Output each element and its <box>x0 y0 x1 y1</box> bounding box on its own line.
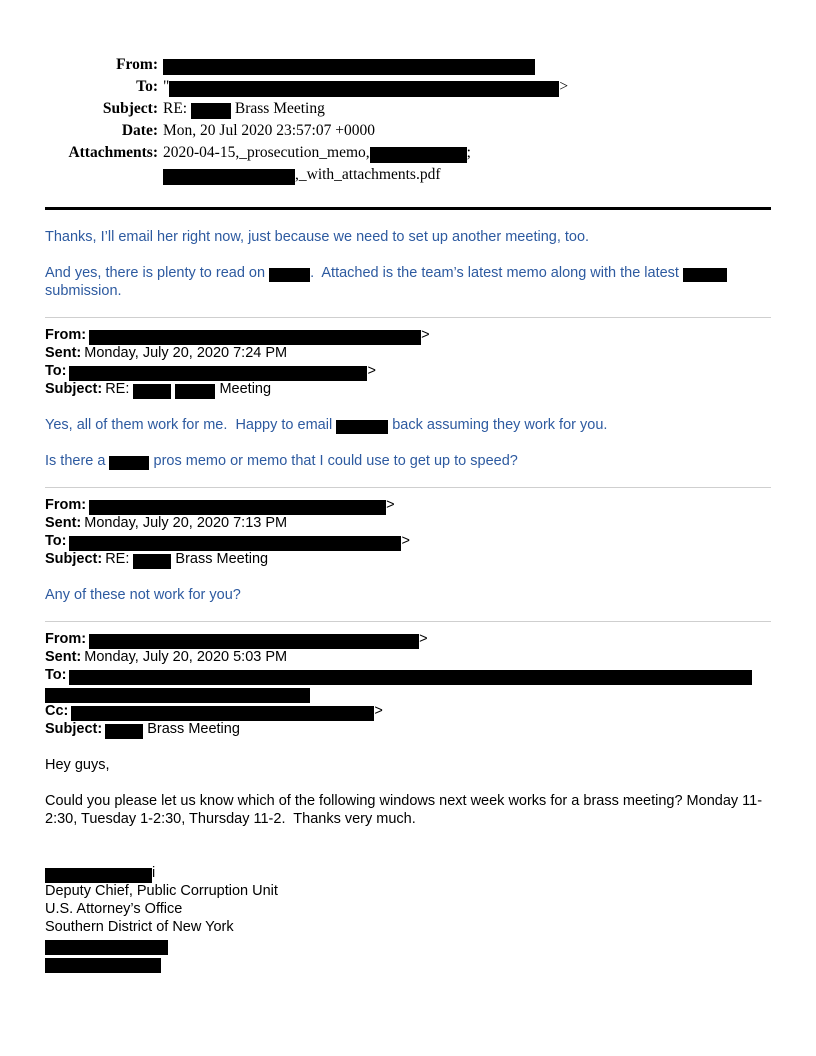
quoted-field-value <box>45 667 752 701</box>
header-field-value: " > <box>163 78 569 95</box>
redaction-bar <box>169 81 559 97</box>
redaction-bar <box>269 268 310 282</box>
header-field-attachments <box>45 142 771 186</box>
quote-divider <box>45 621 771 622</box>
quoted-field-label: To: <box>45 363 67 379</box>
header-field-subject <box>45 98 771 120</box>
quoted-field-label: To: <box>45 667 67 683</box>
quoted-field-label: From: <box>45 497 87 513</box>
redaction-bar <box>45 868 152 883</box>
quoted-field-to <box>45 532 771 550</box>
quoted-message-713pm <box>45 496 771 604</box>
header-field-date <box>45 120 771 142</box>
quoted-field-label: From: <box>45 327 87 343</box>
header-field-label: Attachments: <box>68 144 158 161</box>
quoted-field-sent <box>45 648 771 666</box>
quoted-field-value: > <box>89 327 429 343</box>
quoted-field-value: Monday, July 20, 2020 7:24 PM <box>84 345 288 361</box>
body-paragraph: And yes, there is plenty to read on . Attached is the team’s latest memo along with the latest submission. <box>45 265 732 299</box>
quote-divider <box>45 317 771 318</box>
signature-name: i <box>45 864 771 882</box>
quoted-field-value: RE: Meeting <box>105 381 272 397</box>
quoted-header <box>45 630 771 738</box>
quoted-field-label: Sent: <box>45 345 82 361</box>
redaction-bar <box>45 958 161 973</box>
quoted-field-sent <box>45 514 771 532</box>
body-paragraph: Is there a pros memo or memo that I could use to get up to speed? <box>45 453 518 469</box>
quoted-field-to <box>45 362 771 380</box>
quoted-field-label: Sent: <box>45 515 82 531</box>
header-field-label: Date: <box>121 122 158 139</box>
header-field-label: From: <box>116 56 158 73</box>
quoted-field-value: > <box>69 363 375 379</box>
redaction-bar <box>71 706 374 721</box>
quoted-field-sent <box>45 344 771 362</box>
header-field-value: Mon, 20 Jul 2020 23:57:07 +0000 <box>163 122 375 139</box>
redaction-bar <box>45 940 168 955</box>
signature-redacted-line <box>45 954 771 972</box>
header-field-from <box>45 54 771 76</box>
signature-district: Southern District of New York <box>45 919 234 935</box>
quoted-field-value: > <box>71 703 382 719</box>
header-divider-rule <box>45 207 771 210</box>
quoted-field-from <box>45 326 771 344</box>
redaction-bar <box>89 500 386 515</box>
quoted-field-label: Sent: <box>45 649 82 665</box>
quoted-field-subject <box>45 550 771 568</box>
quoted-field-cc <box>45 702 771 720</box>
redaction-bar <box>175 384 215 399</box>
redaction-bar <box>89 330 421 345</box>
quoted-field-from <box>45 496 771 514</box>
quoted-field-label: Subject: <box>45 381 103 397</box>
quoted-field-value: Monday, July 20, 2020 5:03 PM <box>84 649 288 665</box>
redaction-bar <box>163 59 535 75</box>
quoted-field-label: Subject: <box>45 551 103 567</box>
redaction-bar <box>133 384 171 399</box>
quoted-field-label: Subject: <box>45 721 103 737</box>
quoted-field-to <box>45 666 771 702</box>
quoted-field-value: > <box>89 631 427 647</box>
quoted-field-label: To: <box>45 533 67 549</box>
quoted-header <box>45 496 771 568</box>
quoted-message-503pm <box>45 630 771 972</box>
header-field-label: To: <box>136 78 158 95</box>
header-field-value <box>163 54 771 76</box>
body-paragraph: Yes, all of them work for me. Happy to email back assuming they work for you. <box>45 417 608 433</box>
redaction-bar <box>163 169 295 185</box>
redaction-bar <box>336 420 388 434</box>
quoted-field-subject <box>45 720 771 738</box>
header-field-label: Subject: <box>102 100 158 117</box>
body-paragraph: Thanks, I’ll email her right now, just because we need to set up another meeting, too. <box>45 229 590 245</box>
redaction-bar <box>109 456 149 470</box>
email-header <box>45 54 771 186</box>
redaction-bar <box>69 366 367 381</box>
redaction-bar <box>69 536 401 551</box>
quote-divider <box>45 487 771 488</box>
quoted-field-label: From: <box>45 631 87 647</box>
redaction-bar <box>683 268 727 282</box>
quoted-field-subject <box>45 380 771 398</box>
signature-block <box>45 864 771 972</box>
signature-office: U.S. Attorney’s Office <box>45 901 183 917</box>
quoted-field-value: > <box>69 533 409 549</box>
redaction-bar <box>45 688 310 703</box>
redaction-bar <box>89 634 419 649</box>
signature-title: Deputy Chief, Public Corruption Unit <box>45 883 278 899</box>
redaction-bar <box>370 147 467 163</box>
quoted-field-value: RE: Brass Meeting <box>105 551 269 567</box>
quoted-message-724pm <box>45 326 771 470</box>
redaction-bar <box>69 670 752 685</box>
signature-redacted-line <box>45 936 771 954</box>
quoted-field-value: Monday, July 20, 2020 7:13 PM <box>84 515 288 531</box>
body-paragraph: Any of these not work for you? <box>45 587 241 603</box>
quoted-field-from <box>45 630 771 648</box>
body-paragraph: Hey guys, <box>45 757 110 773</box>
header-field-value: 2020-04-15,_prosecution_memo, ; ,_with_attachments.pdf <box>163 144 471 183</box>
redaction-bar <box>133 554 171 569</box>
redaction-bar <box>191 103 231 119</box>
quoted-field-label: Cc: <box>45 703 69 719</box>
quoted-field-value: > <box>89 497 394 513</box>
redaction-bar <box>105 724 143 739</box>
header-field-value: RE: Brass Meeting <box>163 100 325 117</box>
message-current-reply <box>45 228 771 300</box>
body-paragraph: Could you please let us know which of the following windows next week works for a brass meeting? Monday 11-2:30, Tuesday 1-2:30, Thursday 11-2. Thanks very much. <box>45 793 763 827</box>
header-field-to <box>45 76 771 98</box>
quoted-field-value: Brass Meeting <box>105 721 240 737</box>
quoted-header <box>45 326 771 398</box>
